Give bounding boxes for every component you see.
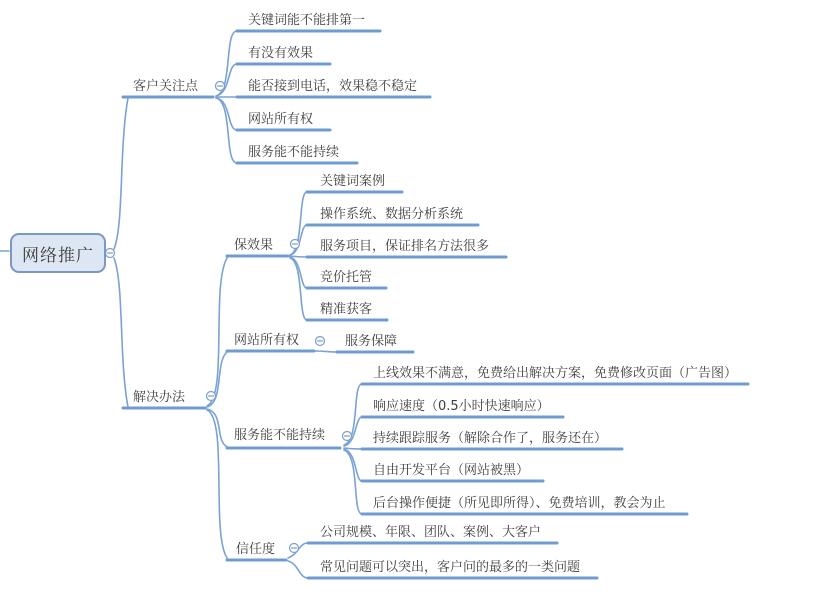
results-item[interactable]: 关键词案例 — [320, 174, 386, 189]
concern-item[interactable]: 能否接到电话，效果稳不稳定 — [248, 79, 418, 94]
connector-root-to-concerns — [114, 98, 128, 249]
continuity-item[interactable]: 自由开发平台（网站被黑） — [373, 463, 530, 478]
connector-solutions-to-trust — [207, 410, 227, 558]
collapse-icon-guarantee-results[interactable] — [291, 240, 300, 249]
concern-item[interactable]: 关键词能不能排第一 — [248, 13, 366, 28]
results-item[interactable]: 竞价托管 — [320, 270, 373, 285]
connector-results-child — [290, 256, 307, 257]
continuity-item[interactable]: 后台操作便捷（所见即所得）、免费培训，教会为止 — [373, 496, 666, 511]
collapse-icon-root[interactable] — [106, 249, 115, 258]
concern-item[interactable]: 服务能不能持续 — [248, 145, 340, 160]
solution-service-continuity[interactable]: 服务能不能持续 — [234, 428, 326, 443]
collapse-icon-solutions[interactable] — [207, 392, 216, 401]
solution-guarantee-results[interactable]: 保效果 — [234, 238, 274, 253]
collapse-icon-website-ownership[interactable] — [316, 337, 325, 346]
connector-trust-child — [288, 561, 308, 578]
topic-service-assurance[interactable]: 服务保障 — [345, 334, 398, 349]
solution-trust[interactable]: 信任度 — [236, 542, 276, 557]
collapse-icon-trust[interactable] — [290, 544, 299, 553]
branch-solutions[interactable]: 解决办法 — [133, 390, 186, 405]
results-item[interactable]: 操作系统、数据分析系统 — [320, 207, 464, 222]
collapse-icon-service-continuity[interactable] — [343, 432, 352, 441]
branch-customer-concerns[interactable]: 客户关注点 — [133, 79, 199, 94]
trust-item[interactable]: 公司规模、年限、团队、案例、大客户 — [320, 525, 542, 540]
connector-solutions-to-results — [207, 258, 227, 406]
continuity-item[interactable]: 上线效果不满意，免费给出解决方案，免费修改页面（广告图） — [373, 366, 738, 381]
root-topic[interactable]: 网络推广 — [10, 233, 106, 273]
trust-item[interactable]: 常见问题可以突出，客户问的最多的一类问题 — [320, 560, 581, 575]
concern-item[interactable]: 网站所有权 — [248, 112, 314, 127]
results-item[interactable]: 服务项目，保证排名方法很多 — [320, 239, 490, 254]
solution-website-ownership[interactable]: 网站所有权 — [234, 333, 300, 348]
concern-item[interactable]: 有没有效果 — [248, 46, 314, 61]
results-item[interactable]: 精准获客 — [320, 302, 373, 317]
connector-root-to-solutions — [114, 258, 128, 407]
continuity-item[interactable]: 持续跟踪服务（解除合作了，服务还在） — [373, 431, 608, 446]
connector-ownership-to-assurance — [314, 351, 337, 352]
collapse-icon-customer-concerns[interactable] — [216, 82, 225, 91]
continuity-item[interactable]: 响应速度（0.5小时快速响应） — [373, 399, 550, 414]
connector-continuity-child — [344, 448, 362, 449]
